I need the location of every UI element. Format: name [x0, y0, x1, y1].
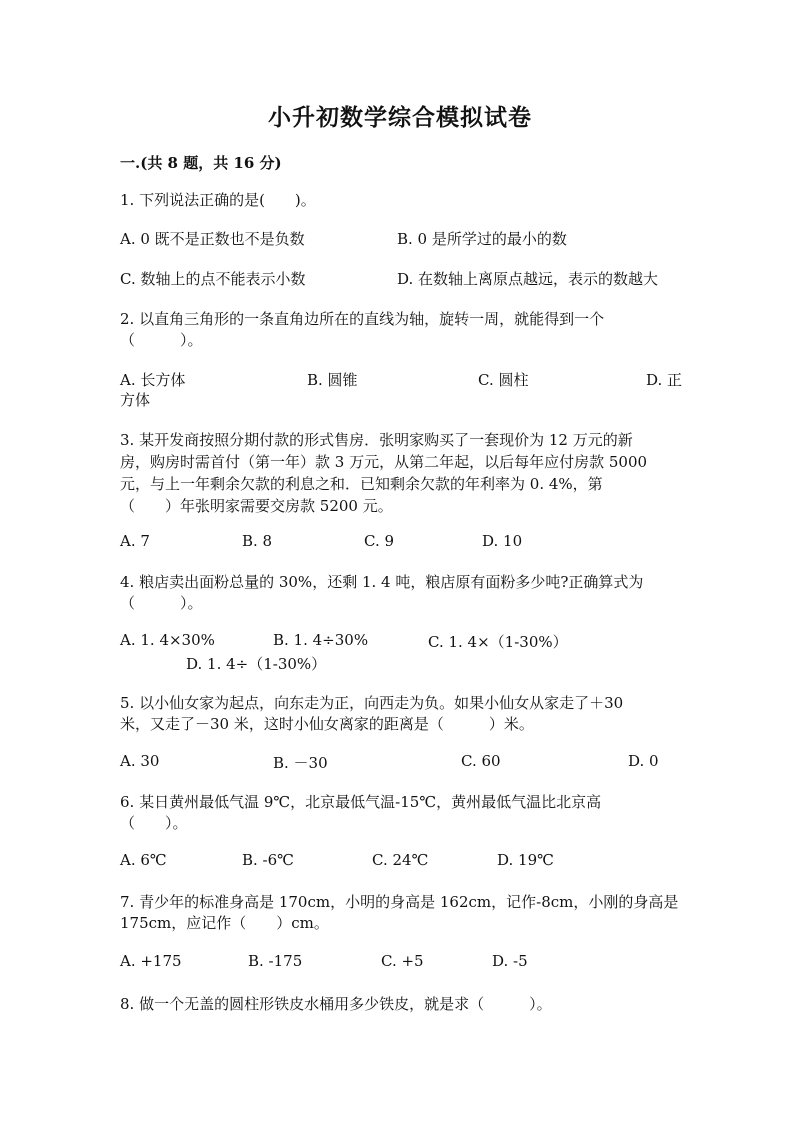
q5-option-c[interactable]: C. 60 — [461, 752, 501, 770]
question-4-line-2: （ ）。 — [120, 594, 203, 612]
q4-option-d[interactable]: D. 1. 4÷（1-30%） — [186, 655, 327, 673]
q4-option-c[interactable]: C. 1. 4×（1-30%） — [428, 633, 568, 651]
question-7-line-1: 7. 青少年的标准身高是 170cm，小明的身高是 162cm，记作-8cm，小刚的身高是 — [120, 893, 679, 911]
q6-option-d[interactable]: D. 19℃ — [497, 851, 554, 869]
question-6-line-1: 6. 某日黄州最低气温 9℃，北京最低气温-15℃，黄州最低气温比北京高 — [120, 793, 602, 811]
q5-option-d[interactable]: D. 0 — [628, 752, 659, 770]
q7-option-d[interactable]: D. -5 — [492, 952, 528, 970]
question-4-line-1: 4. 粮店卖出面粉总量的 30%，还剩 1. 4 吨，粮店原有面粉多少吨?正确算式为 — [120, 573, 644, 591]
q3-option-c[interactable]: C. 9 — [364, 532, 395, 550]
q7-option-a[interactable]: A. +175 — [120, 952, 182, 970]
question-3-line-2: 房，购房时需首付（第一年）款 3 万元，从第二年起，以后每年应付房款 5000 — [120, 453, 648, 471]
question-1: 1. 下列说法正确的是( )。 — [120, 191, 316, 209]
question-5-line-2: 米，又走了－30 米，这时小仙女离家的距离是（ ）米。 — [120, 715, 534, 733]
q7-option-c[interactable]: C. +5 — [381, 952, 424, 970]
q3-option-b[interactable]: B. 8 — [242, 532, 273, 550]
q7-option-b[interactable]: B. -175 — [248, 952, 303, 970]
q2-option-c[interactable]: C. 圆柱 — [478, 371, 529, 389]
question-3-line-1: 3. 某开发商按照分期付款的形式售房．张明家购买了一套现价为 12 万元的新 — [120, 431, 633, 449]
q2-option-a[interactable]: A. 长方体 — [120, 371, 186, 389]
question-2-line-1: 2. 以直角三角形的一条直角边所在的直线为轴，旋转一周，就能得到一个 — [120, 310, 605, 328]
q1-option-d[interactable]: D. 在数轴上离原点越远，表示的数越大 — [397, 270, 659, 288]
question-3-line-3: 元，与上一年剩余欠款的利息之和．已知剩余欠款的年利率为 0. 4%，第 — [120, 475, 603, 493]
q1-option-b[interactable]: B. 0 是所学过的最小的数 — [397, 230, 567, 248]
question-2-line-2: （ ）。 — [120, 331, 203, 349]
q3-option-a[interactable]: A. 7 — [120, 532, 150, 550]
question-3-line-4: （ ）年张明家需要交房款 5200 元。 — [120, 497, 393, 515]
q1-option-a[interactable]: A. 0 既不是正数也不是负数 — [120, 230, 305, 248]
q2-option-d[interactable]: D. 正 — [646, 371, 683, 389]
section-heading: 一.(共 8 题，共 16 分) — [120, 154, 282, 172]
q4-option-b[interactable]: B. 1. 4÷30% — [273, 631, 369, 649]
q3-option-d[interactable]: D. 10 — [482, 532, 523, 550]
page-title: 小升初数学综合模拟试卷 — [268, 104, 532, 131]
question-6-line-2: （ ）。 — [120, 814, 188, 832]
question-7-line-2: 175cm，应记作（ ）cm。 — [120, 914, 329, 932]
q1-option-c[interactable]: C. 数轴上的点不能表示小数 — [120, 270, 306, 288]
q5-option-b[interactable]: B. －30 — [273, 754, 328, 772]
q4-option-a[interactable]: A. 1. 4×30% — [120, 631, 215, 649]
question-8-line-1: 8. 做一个无盖的圆柱形铁皮水桶用多少铁皮，就是求（ ）。 — [120, 995, 552, 1013]
q2-option-b[interactable]: B. 圆锥 — [307, 371, 358, 389]
question-5-line-1: 5. 以小仙女家为起点，向东走为正，向西走为负。如果小仙女从家走了＋30 — [120, 694, 624, 712]
q6-option-b[interactable]: B. -6℃ — [242, 851, 294, 869]
q2-option-d-continued: 方体 — [120, 391, 151, 409]
q6-option-c[interactable]: C. 24℃ — [372, 851, 429, 869]
q6-option-a[interactable]: A. 6℃ — [120, 851, 167, 869]
q5-option-a[interactable]: A. 30 — [120, 752, 160, 770]
